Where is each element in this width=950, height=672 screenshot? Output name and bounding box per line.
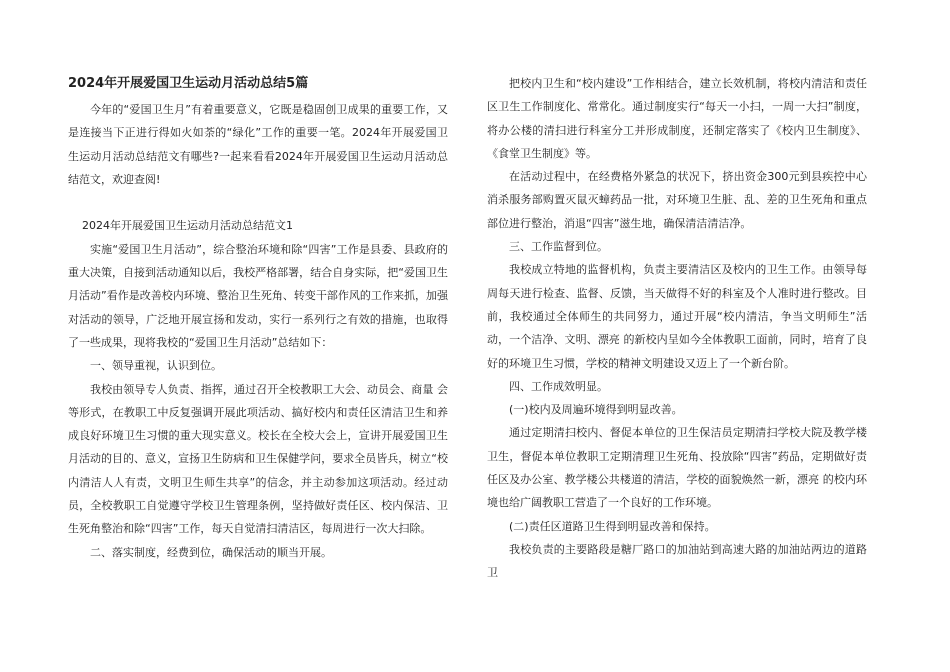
document-title: 2024年开展爱国卫生运动月活动总结5篇 <box>68 76 309 91</box>
intro-paragraph: 今年的“爱国卫生月”有着重要意义，它既是稳固创卫成果的重要工作，又是连接当下正进行得如火如荼的“绿化”工作的重要一笔。2024年开展爱国卫生运动月活动总结范文有哪些?一起来看看2024年开展爱国卫生运动月活动总结范文，欢迎查阅! <box>68 103 448 186</box>
right-column <box>487 72 867 585</box>
heading-2: 二、落实制度，经费到位，确保活动的顺当开展。 <box>90 545 332 559</box>
paragraph: 我校成立特地的监督机构，负责主要清洁区及校内的卫生工作。由领导每周每天进行检查、监督、反馈，当天做得不好的科室及个人准时进行整改。目前，我校通过全体师生的共同努力，通过开展“校内清洁，争当文明师生”活动，一个洁净、文明、漂亮 的新校内呈如今全体教职工面前，同时，培育了良好的环境卫生习惯，学校的精神文明建设又迈上了一个新台阶。 <box>487 263 867 370</box>
paragraph: 通过定期清扫校内、督促本单位的卫生保洁员定期清扫学校大院及教学楼卫生，督促本单位教职工定期清理卫生死角、投放除“四害”药品，定期做好责任区及办公室、教学楼公共楼道的清洁，学校的面貌焕然一新，漂亮 的校内环境也给广阔教职工营造了一个良好的工作环境。 <box>487 426 867 510</box>
paragraph: 我校负责的主要路段是糖厂路口的加油站到高速大路的加油站两边的道路卫 <box>487 542 867 580</box>
paragraph: 在活动过程中，在经费格外紧急的状况下，挤出资金300元到县疾控中心消杀服务部购置灭鼠灭蟑药品一批，对环境卫生脏、乱、差的卫生死角和重点部位进行整治，消退“四害”滋生地，确保清洁清洁净。 <box>487 170 867 230</box>
subheading-1: (一)校内及周遍环境得到明显改善。 <box>509 403 683 417</box>
paragraph: 把校内卫生和“校内建设”工作相结合，建立长效机制，将校内清洁和责任区卫生工作制度化、常常化。通过制度实行“每天一小扫，一周一大扫”制度，将办公楼的清扫进行科室分工并形成制度，还制定落实了《校内卫生制度》、《食堂卫生制度》等。 <box>487 77 867 160</box>
heading-1: 一、领导重视，认识到位。 <box>90 359 222 373</box>
spacer <box>68 191 448 214</box>
paragraph: 我校由领导专人负责、指挥，通过召开全校教职工大会、动员会、商量 会等形式，在教职工中反复强调开展此项活动、搞好校内和责任区清洁卫生和养成良好环境卫生习惯的重大现实意义。校长在全校大会上，宣讲开展爱国卫生月活动的目的、意义，宣扬卫生防病和卫生保健学问，要求全员皆兵，树立“校内清洁人人有责，文明卫生师生共享”的信念，并主动参加这项活动。经过动员，全校教职工自觉遵守学校卫生管理条例，坚持做好责任区、校内保洁、卫生死角整治和除“四害”工作，每天自觉清扫清洁区，每周进行一次大扫除。 <box>68 382 448 536</box>
paragraph: 实施“爱国卫生月活动”，综合整治环境和除“四害”工作是县委、县政府的重大决策，自接到活动通知以后，我校严格部署，结合自身实际，把“爱国卫生月活动”看作是改善校内环境、整治卫生死角、转变干部作风的工作来抓，加强对活动的领导，广泛地开展宣扬和发动，实行一系列行之有效的措施，也取得了一些成果，现将我校的“爱国卫生月活动”总结如下： <box>68 242 448 349</box>
left-column <box>68 72 448 564</box>
section-subtitle: 2024年开展爱国卫生运动月活动总结范文1 <box>82 219 293 233</box>
heading-4: 四、工作成效明显。 <box>509 379 608 393</box>
heading-3: 三、工作监督到位。 <box>509 240 608 254</box>
subheading-2: (二)责任区道路卫生得到明显改善和保持。 <box>509 519 716 533</box>
